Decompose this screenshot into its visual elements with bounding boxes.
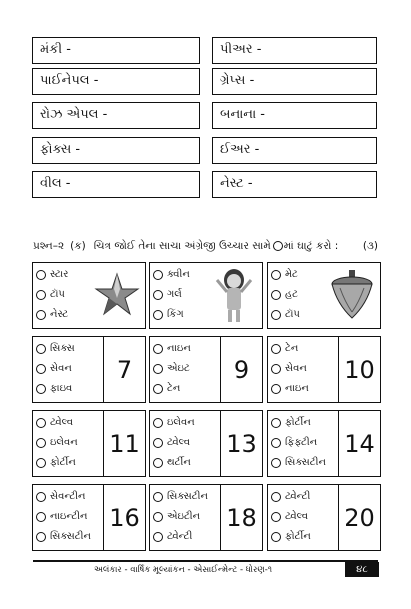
option-label: ટ્વેલ્વ (285, 511, 309, 522)
option-label: હટ (285, 289, 298, 300)
option-item[interactable] (36, 265, 68, 285)
number-display: 14 (338, 411, 380, 476)
option-item[interactable] (36, 413, 78, 433)
option-label: ટેન (167, 383, 181, 394)
option-item[interactable] (271, 453, 326, 473)
number-display: 10 (338, 337, 380, 402)
option-circle-icon[interactable] (36, 310, 46, 320)
word-box-monkey: મંકી - (32, 37, 200, 64)
option-label: એઇટીન (167, 511, 201, 522)
option-label: સેવન્ટીન (50, 491, 86, 502)
option-item[interactable] (36, 379, 75, 399)
option-item[interactable] (271, 413, 326, 433)
option-label: ક્વીન (167, 269, 190, 280)
question-text-after: માં ઘાટું કરો : (283, 240, 339, 252)
option-item[interactable] (36, 487, 91, 507)
option-label: એઇટ (167, 363, 190, 374)
card-number-10 (267, 336, 381, 403)
option-label: ફોર્ટીન (285, 417, 311, 428)
option-circle-icon[interactable] (36, 492, 46, 502)
option-circle-icon[interactable] (153, 290, 163, 300)
option-label: નાઇન્ટીન (50, 511, 88, 522)
option-circle-icon[interactable] (271, 364, 281, 374)
option-label: ફિફ્ટીન (285, 437, 318, 448)
question-part: (ક) (70, 240, 86, 252)
card-number-9 (149, 336, 263, 403)
number-display: 20 (338, 485, 380, 550)
option-label: નાઇન (285, 383, 309, 394)
option-label: ઇલેવન (167, 417, 195, 428)
option-item[interactable] (153, 285, 190, 305)
option-circle-icon[interactable] (36, 344, 46, 354)
option-item[interactable] (36, 285, 68, 305)
number-display: 18 (220, 485, 262, 550)
card-number-11 (32, 410, 146, 477)
option-item[interactable] (271, 305, 300, 325)
option-label: સેવન (50, 363, 72, 374)
word-box-nest: નેસ્ટ - (212, 171, 377, 198)
option-item[interactable] (271, 265, 300, 285)
footer-divider (33, 560, 378, 562)
card-star (32, 262, 146, 329)
option-label: સ્ટાર (50, 269, 69, 280)
number-display: 11 (103, 411, 145, 476)
number-display: 16 (103, 485, 145, 550)
word-box-ear: ઈઅર - (212, 137, 377, 164)
option-label: સિક્સટીન (167, 491, 208, 502)
option-label: નેસ્ટ (50, 309, 69, 320)
option-label: નાઇન (167, 343, 191, 354)
question-label: પ્રશ્ન–૨ (33, 240, 65, 252)
option-circle-icon[interactable] (271, 532, 281, 542)
option-item[interactable] (271, 487, 311, 507)
word-box-banana: બનાના - (212, 102, 377, 129)
option-label: ટૉપ (285, 309, 300, 320)
option-circle-icon[interactable] (153, 344, 163, 354)
option-item[interactable] (153, 359, 191, 379)
option-item[interactable] (36, 507, 91, 527)
card-number-7 (32, 336, 146, 403)
option-item[interactable] (36, 527, 91, 547)
option-label: ફોર્ટીન (50, 457, 76, 468)
word-box-grapes: ગ્રેપ્સ - (212, 68, 377, 95)
option-circle-icon[interactable] (153, 512, 163, 522)
option-circle-icon[interactable] (36, 364, 46, 374)
option-circle-icon[interactable] (271, 384, 281, 394)
option-circle-icon[interactable] (271, 270, 281, 280)
card-number-16 (32, 484, 146, 551)
question-text-before: ચિત્ર જોઈ તેના સાચા અંગ્રેજી ઉચ્ચાર સામે (93, 240, 271, 252)
option-item[interactable] (153, 379, 191, 399)
option-circle-icon[interactable] (271, 492, 281, 502)
option-item[interactable] (271, 527, 311, 547)
card-number-20 (267, 484, 381, 551)
card-top (267, 262, 381, 329)
footer-text: અલંકાર - વાર્ષિક મૂલ્યાંકન - એસાઈન્મેન્ટ - ધોરણ-૧ (93, 565, 273, 575)
card-number-13 (149, 410, 263, 477)
option-circle-icon[interactable] (153, 418, 163, 428)
option-circle-icon[interactable] (271, 512, 281, 522)
option-circle-icon[interactable] (153, 532, 163, 542)
card-girl (149, 262, 263, 329)
option-item[interactable] (36, 359, 75, 379)
word-box-pineapple: પાઈનેપલ - (32, 68, 200, 95)
option-circle-icon[interactable] (36, 458, 46, 468)
option-circle-icon[interactable] (36, 512, 46, 522)
option-label: ટ્વેન્ટી (167, 531, 193, 542)
option-label: સેવન (285, 363, 307, 374)
spinning-top-picture (327, 266, 377, 324)
option-circle-icon[interactable] (36, 418, 46, 428)
option-label: ટેન (285, 343, 299, 354)
option-label: મેટ (285, 269, 298, 280)
option-circle-icon[interactable] (271, 344, 281, 354)
option-label: ટ્વેન્ટી (285, 491, 311, 502)
option-label: ફાઇવ (50, 383, 73, 394)
option-circle-icon[interactable] (36, 270, 46, 280)
option-item[interactable] (153, 433, 195, 453)
option-circle-icon[interactable] (153, 438, 163, 448)
option-label: થર્ટીન (167, 457, 191, 468)
option-label: ગર્લ (167, 289, 182, 300)
option-item[interactable] (271, 379, 309, 399)
option-circle-icon[interactable] (36, 532, 46, 542)
option-circle-icon[interactable] (36, 438, 46, 448)
option-circle-icon[interactable] (153, 270, 163, 280)
option-item[interactable] (36, 433, 78, 453)
option-item[interactable] (271, 433, 326, 453)
option-item[interactable] (153, 339, 191, 359)
option-item[interactable] (271, 359, 309, 379)
question-heading (33, 237, 378, 255)
star-picture (92, 266, 142, 324)
girl-picture (209, 266, 259, 324)
option-item[interactable] (153, 453, 195, 473)
word-box-fox: ફોક્સ - (32, 137, 200, 164)
option-label: ઇલેવન (50, 437, 78, 448)
option-item[interactable] (271, 339, 309, 359)
number-display: 13 (220, 411, 262, 476)
answer-circle-icon (273, 241, 283, 251)
option-circle-icon[interactable] (271, 438, 281, 448)
option-label: ટૉપ (50, 289, 65, 300)
option-circle-icon[interactable] (153, 384, 163, 394)
option-circle-icon[interactable] (36, 290, 46, 300)
page-number: ૪૮ (345, 562, 379, 577)
option-item[interactable] (36, 339, 75, 359)
word-box-rose-apple: રોઝ એપલ - (32, 102, 200, 129)
option-item[interactable] (153, 413, 195, 433)
option-item[interactable] (153, 507, 208, 527)
option-circle-icon[interactable] (153, 492, 163, 502)
option-item[interactable] (153, 265, 190, 285)
option-item[interactable] (36, 453, 78, 473)
option-circle-icon[interactable] (153, 364, 163, 374)
option-item[interactable] (36, 305, 68, 325)
option-item[interactable] (271, 507, 311, 527)
option-label: સિક્સટીન (50, 531, 91, 542)
option-label: સિક્સ (50, 343, 75, 354)
option-circle-icon[interactable] (153, 310, 163, 320)
option-circle-icon[interactable] (36, 384, 46, 394)
option-circle-icon[interactable] (271, 458, 281, 468)
option-circle-icon[interactable] (271, 418, 281, 428)
card-number-18 (149, 484, 263, 551)
option-circle-icon[interactable] (271, 310, 281, 320)
option-item[interactable] (271, 285, 300, 305)
option-label: ટ્વેલ્વ (167, 437, 191, 448)
option-label: ટ્વેલ્વ (50, 417, 74, 428)
option-item[interactable] (153, 527, 208, 547)
option-circle-icon[interactable] (153, 458, 163, 468)
option-item[interactable] (153, 487, 208, 507)
number-display: 7 (103, 337, 145, 402)
word-box-pear: પીઅર - (212, 37, 377, 64)
number-display: 9 (220, 337, 262, 402)
word-box-wheel: વીલ - (32, 171, 200, 198)
question-marks: (૩) (362, 240, 378, 252)
card-number-14 (267, 410, 381, 477)
option-item[interactable] (153, 305, 190, 325)
option-label: સિક્સટીન (285, 457, 326, 468)
option-label: ફોર્ટીન (285, 531, 311, 542)
option-label: કિંગ (167, 309, 184, 320)
option-circle-icon[interactable] (271, 290, 281, 300)
